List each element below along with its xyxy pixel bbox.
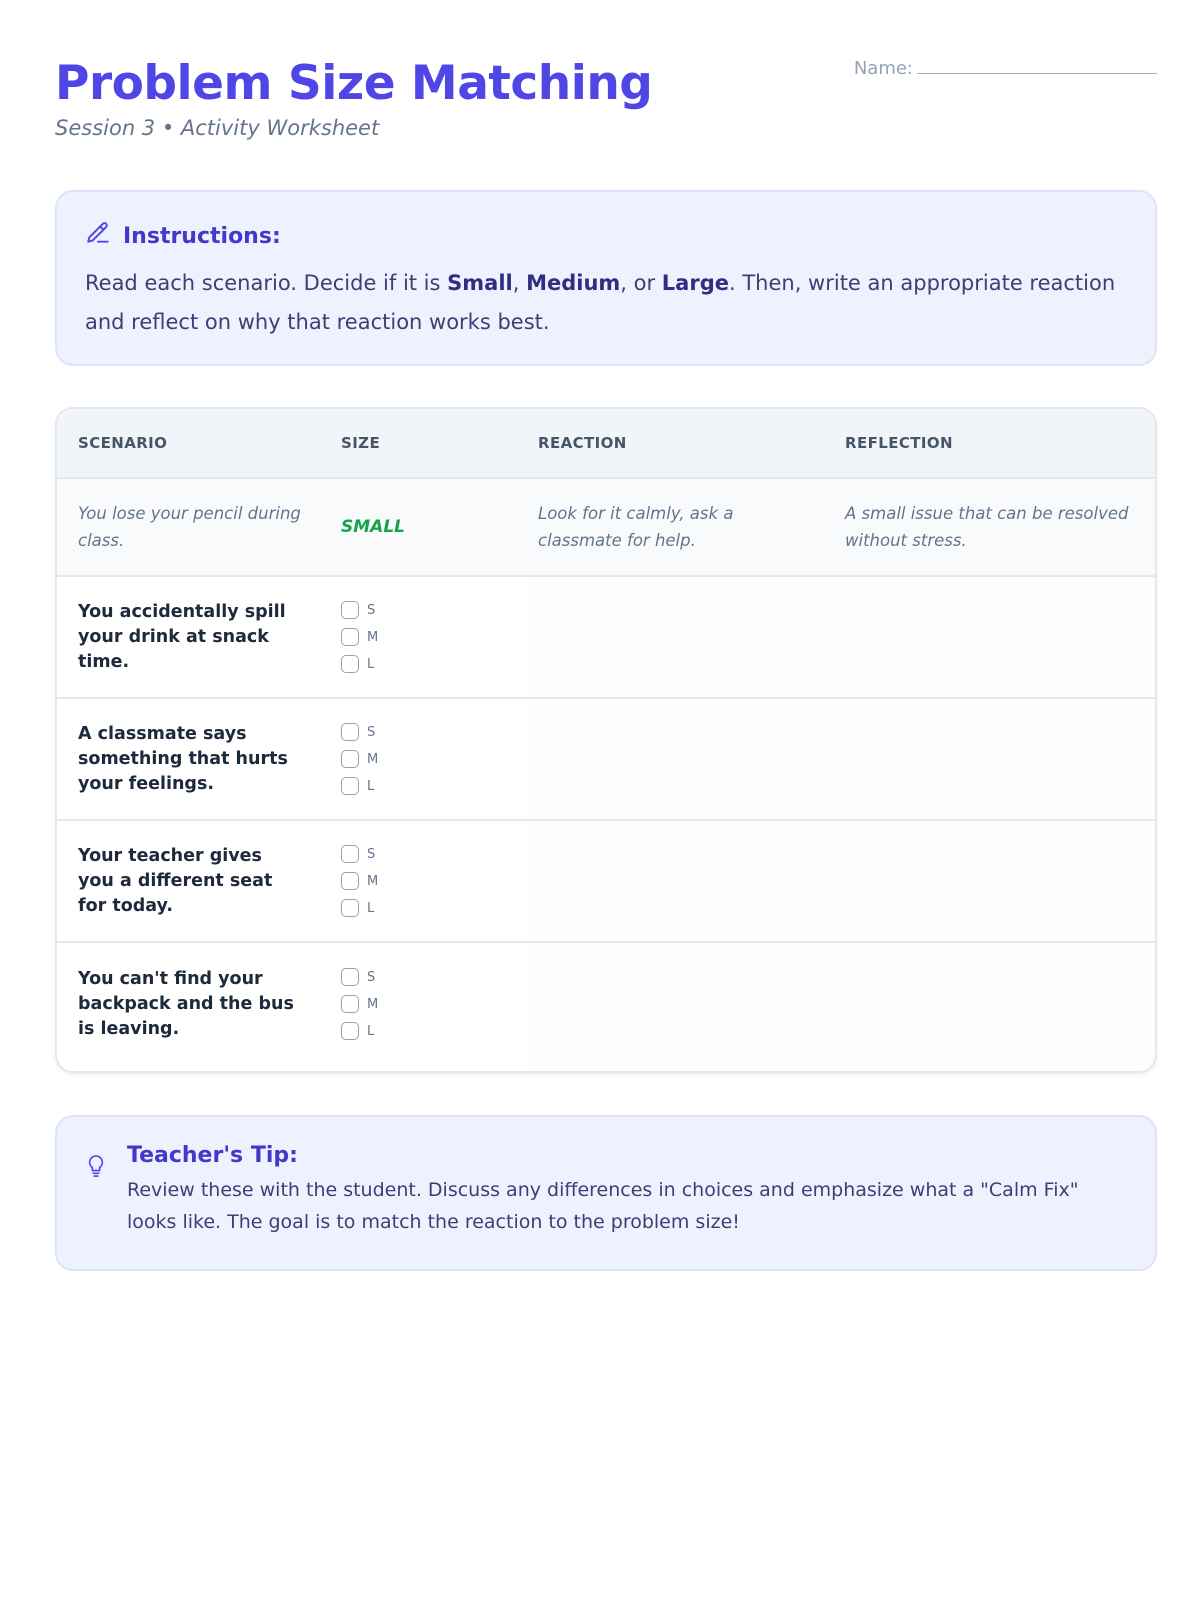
size-option-label: S [367,602,376,618]
table-row [57,821,1155,943]
reflection-cell[interactable] [835,699,1155,819]
size-option-label: L [367,1023,375,1039]
column-header-scenario: SCENARIO [78,434,168,452]
checkbox[interactable] [341,601,359,619]
size-word-medium: Medium [526,271,621,295]
size-option-label: L [367,778,375,794]
size-option-label: M [367,751,379,767]
scenario-text: You accidentally spill your drink at snack time. [78,601,286,672]
table-header [57,409,1155,479]
reaction-cell[interactable] [528,699,835,819]
example-size-tag: SMALL [341,517,405,537]
checkbox[interactable] [341,995,359,1013]
instructions-text-part: Read each scenario. Decide if it is [85,271,448,295]
instructions-text-part: , [512,271,527,295]
checkbox[interactable] [341,750,359,768]
pencil-icon [85,220,111,252]
reflection-cell[interactable] [835,943,1155,1065]
size-option-label: S [367,969,376,985]
size-option-label: S [367,724,376,740]
teacher-tip-panel [55,1115,1157,1271]
size-options [331,968,528,1040]
page-subtitle: Session 3 • Activity Worksheet [55,116,380,140]
size-options [331,601,528,673]
size-option-label: L [367,656,375,672]
reflection-cell[interactable] [835,821,1155,941]
size-option-s[interactable] [341,601,528,619]
size-option-label: M [367,629,379,645]
size-option-s[interactable] [341,968,528,986]
checkbox[interactable] [341,628,359,646]
column-header-size: SIZE [341,434,381,452]
checkbox[interactable] [341,899,359,917]
instructions-heading: Instructions: [123,223,281,249]
size-option-l[interactable] [341,1022,528,1040]
size-option-l[interactable] [341,777,528,795]
checkbox[interactable] [341,723,359,741]
scenario-text: You can't find your backpack and the bus is leaving. [78,968,294,1039]
name-blank-line[interactable] [917,60,1157,74]
size-option-m[interactable] [341,750,528,768]
lightbulb-icon [85,1153,107,1269]
scenario-text: Your teacher gives you a different seat for today. [78,845,273,916]
table-row [57,943,1155,1065]
tip-title: Teacher's Tip: [127,1143,298,1168]
checkbox[interactable] [341,1022,359,1040]
size-option-s[interactable] [341,845,528,863]
size-option-l[interactable] [341,655,528,673]
example-reflection: A small issue that can be resolved without stress. [845,504,1129,550]
size-option-label: M [367,996,379,1012]
size-option-m[interactable] [341,995,528,1013]
size-option-s[interactable] [341,723,528,741]
page-title: Problem Size Matching [55,56,653,111]
worksheet-header [55,52,1157,152]
column-header-reaction: REACTION [538,434,627,452]
example-reaction: Look for it calmly, ask a classmate for help. [538,504,734,550]
size-option-label: L [367,900,375,916]
size-options [331,723,528,795]
size-options [331,845,528,917]
instructions-panel [55,190,1157,366]
name-field[interactable] [854,58,1157,79]
size-option-label: S [367,846,376,862]
size-option-label: M [367,873,379,889]
reaction-cell[interactable] [528,821,835,941]
name-label: Name: [853,58,913,79]
size-word-small: Small [447,271,513,295]
instructions-text-part: , or [620,271,662,295]
table-row [57,699,1155,821]
instructions-text [85,264,1127,342]
checkbox[interactable] [341,845,359,863]
size-option-m[interactable] [341,872,528,890]
reflection-cell[interactable] [835,577,1155,697]
instructions-heading-row [85,220,1127,252]
checkbox[interactable] [341,655,359,673]
checkbox[interactable] [341,872,359,890]
size-option-m[interactable] [341,628,528,646]
scenario-text: A classmate says something that hurts your feelings. [78,723,288,794]
size-option-l[interactable] [341,899,528,917]
checkbox[interactable] [341,968,359,986]
size-word-large: Large [661,271,729,295]
reaction-cell[interactable] [528,577,835,697]
reaction-cell[interactable] [528,943,835,1065]
scenario-table [55,407,1157,1073]
example-scenario: You lose your pencil during class. [78,504,301,550]
instructions-text-part: . Then, write an appropriate reaction and reflect on why that reaction works best. [85,271,1116,334]
checkbox[interactable] [341,777,359,795]
example-row [57,479,1155,577]
table-row [57,577,1155,699]
tip-text: Review these with the student. Discuss any differences in choices and emphasize what a "Calm Fix" looks like. The goal is to match the reaction to the problem size! [127,1179,1079,1233]
column-header-reflection: REFLECTION [845,434,953,452]
